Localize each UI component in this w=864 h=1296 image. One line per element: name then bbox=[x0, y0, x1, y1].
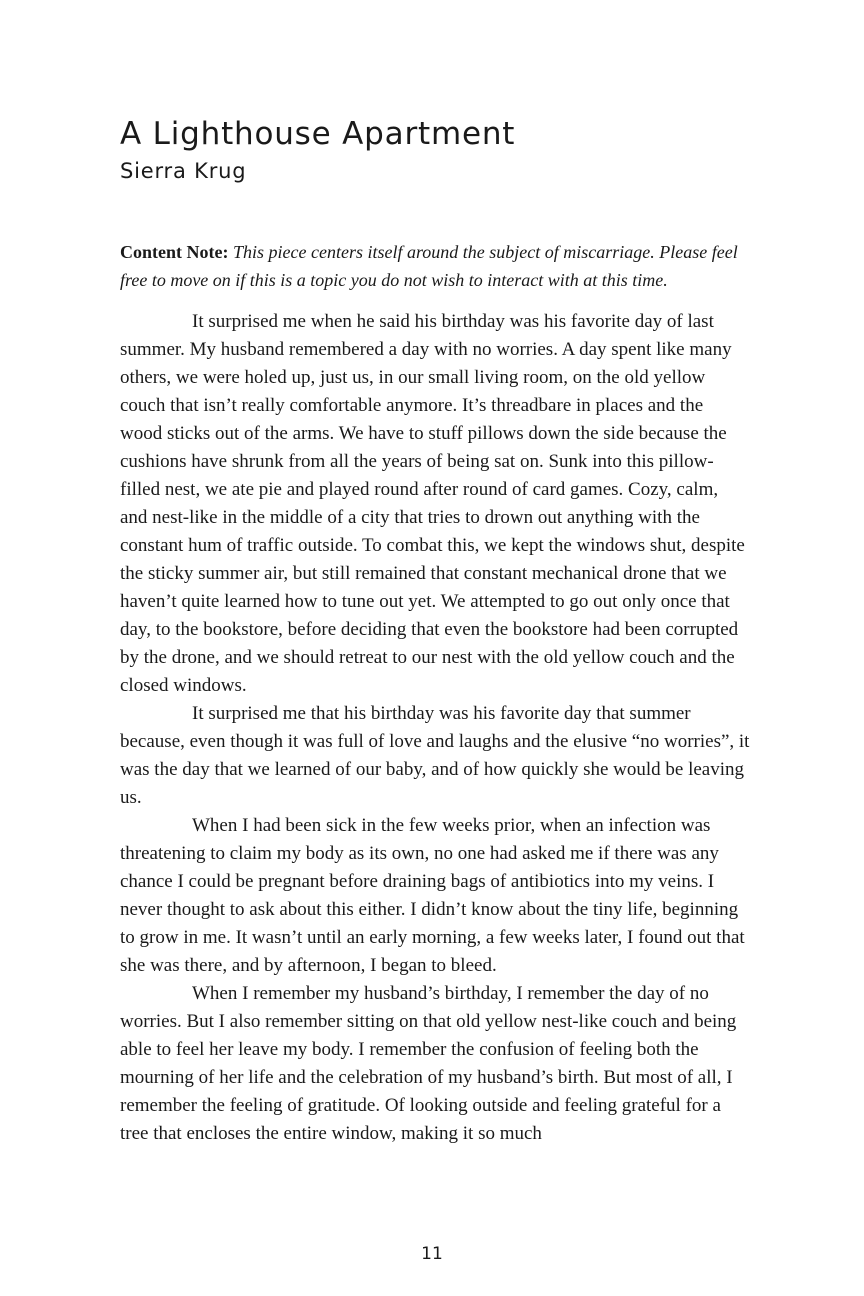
paragraph: It surprised me that his birthday was his favorite day that summer because, even though it was full of love and laughs and the elusive “no worries”, it was the day that we learned of our baby, and of how quickly she would be leaving us. bbox=[120, 703, 750, 808]
content-note-text: This piece centers itself around the subject of miscarriage. Please feel free to move on if this is a topic you do not wish to interact with at this time. bbox=[120, 242, 738, 290]
story-title: A Lighthouse Apartment bbox=[120, 116, 516, 152]
paragraph: When I had been sick in the few weeks prior, when an infection was threatening to claim my body as its own, no one had asked me if there was any chance I could be pregnant before draining bags of antibiotics into my veins. I never thought to ask about this either. I didn’t know about the tiny life, beginning to grow in me. It wasn’t until an early morning, a few weeks later, I found out that she was there, and by afternoon, I began to bleed. bbox=[120, 815, 745, 976]
content-note-label: Content Note: bbox=[120, 242, 229, 262]
author-name: Sierra Krug bbox=[120, 159, 247, 183]
page-content bbox=[120, 112, 750, 1148]
paragraph: It surprised me when he said his birthday was his favorite day of last summer. My husband remembered a day with no worries. A day spent like many others, we were holed up, just us, in our small living room, on the old yellow couch that isn’t really comfortable anymore. It’s threadbare in places and the wood sticks out of the arms. We have to stuff pillows down the side because the cushions have shrunk from all the years of being sat on. Sunk into this pillow-filled nest, we ate pie and played round after round of card games. Cozy, calm, and nest-like in the middle of a city that tries to drown out anything with the constant hum of traffic outside. To combat this, we kept the windows shut, despite the sticky summer air, but still remained that constant mechanical drone that we haven’t quite learned how to tune out yet. We attempted to go out only once that day, to the bookstore, before deciding that even the bookstore had been corrupted by the drone, and we should retreat to our nest with the old yellow couch and the closed windows. bbox=[120, 311, 745, 696]
page-number: 11 bbox=[421, 1244, 443, 1264]
content-note bbox=[120, 238, 750, 294]
paragraph: When I remember my husband’s birthday, I remember the day of no worries. But I also remember sitting on that old yellow nest-like couch and being able to feel her leave my body. I remember the confusion of feeling both the mourning of her life and the celebration of my husband’s birth. But most of all, I remember the feeling of gratitude. Of looking outside and feeling grateful for a tree that encloses the entire window, making it so much bbox=[120, 983, 737, 1144]
story-body bbox=[120, 308, 750, 1148]
